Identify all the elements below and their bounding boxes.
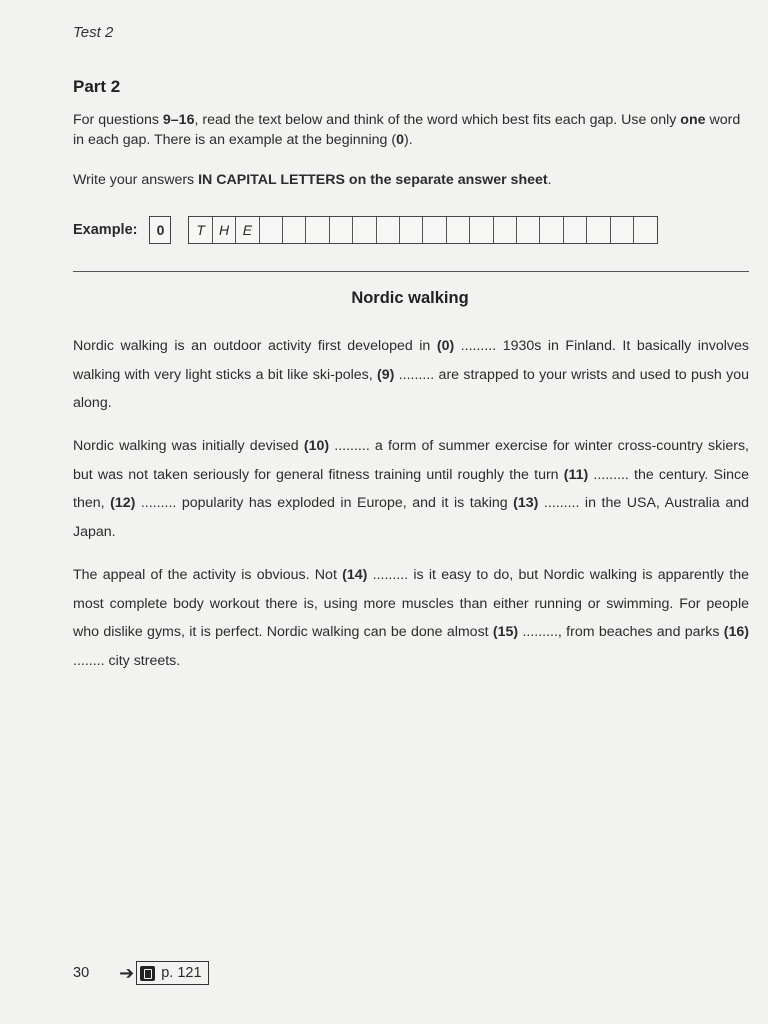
- test-label: Test 2: [73, 24, 114, 41]
- answer-cell: [587, 217, 610, 243]
- section-divider: [73, 271, 749, 272]
- page-number: 30: [73, 965, 90, 981]
- text-paragraph-3: The appeal of the activity is obvious. Not (14) ......... is it easy to do, but Nordic walking is apparently the most complete body workout there is, using more muscles than either running or swimming. For people who dislike gyms, it is perfect. Nordic walking can be done almost (15) ........., from beaches and parks (16) ........ city streets.: [73, 567, 749, 669]
- answer-cell: [447, 217, 470, 243]
- answer-cell: [260, 217, 283, 243]
- answer-cell: [517, 217, 540, 243]
- part-title: Part 2: [73, 77, 121, 96]
- answer-cell: E: [236, 217, 259, 243]
- answer-cell: T: [189, 217, 212, 243]
- answer-cell: [423, 217, 446, 243]
- text-paragraph-1: Nordic walking is an outdoor activity first developed in (0) ......... 1930s in Finland. It basically involves walking with very light sticks a bit like ski-poles, (9) ......... are strapped to your wrists and used to push you along.: [73, 338, 749, 412]
- example-label: Example:: [73, 222, 138, 238]
- answer-cell: [564, 217, 587, 243]
- example-number-box: 0: [149, 216, 171, 244]
- answer-cell: [353, 217, 376, 243]
- reference-label: p. 121: [161, 965, 202, 981]
- answer-cell: [611, 217, 634, 243]
- example-answer-grid: [188, 216, 658, 244]
- text-paragraph-2: Nordic walking was initially devised (10) ......... a form of summer exercise for winter cross-country skiers, but was not taken seriously for general fitness training until roughly the turn (11) ......... the century. Since then, (12) ......... popularity has exploded in Europe, and it is taking (13) ......... in the USA, Australia and Japan.: [73, 438, 750, 540]
- answer-cell: [283, 217, 306, 243]
- page-footer: [73, 961, 209, 985]
- answer-cell: [470, 217, 493, 243]
- answer-cell: [377, 217, 400, 243]
- answer-key-icon: [140, 966, 155, 981]
- instructions-paragraph: For questions 9–16, read the text below and think of the word which best fits each gap. Use only one word in each gap. There is an example at the beginning (0).: [73, 112, 741, 148]
- answer-cell: [494, 217, 517, 243]
- answer-cell: [306, 217, 329, 243]
- answer-cell: H: [213, 217, 236, 243]
- example-row: [73, 214, 658, 246]
- text-title: Nordic walking: [351, 289, 469, 307]
- answer-cell: [400, 217, 423, 243]
- answer-cell: [540, 217, 563, 243]
- arrow-right-icon: ➔: [119, 962, 135, 983]
- page-reference: [136, 961, 208, 985]
- answer-cell: [634, 217, 657, 243]
- answer-instruction: Write your answers IN CAPITAL LETTERS on the separate answer sheet.: [73, 172, 552, 188]
- answer-cell: [330, 217, 353, 243]
